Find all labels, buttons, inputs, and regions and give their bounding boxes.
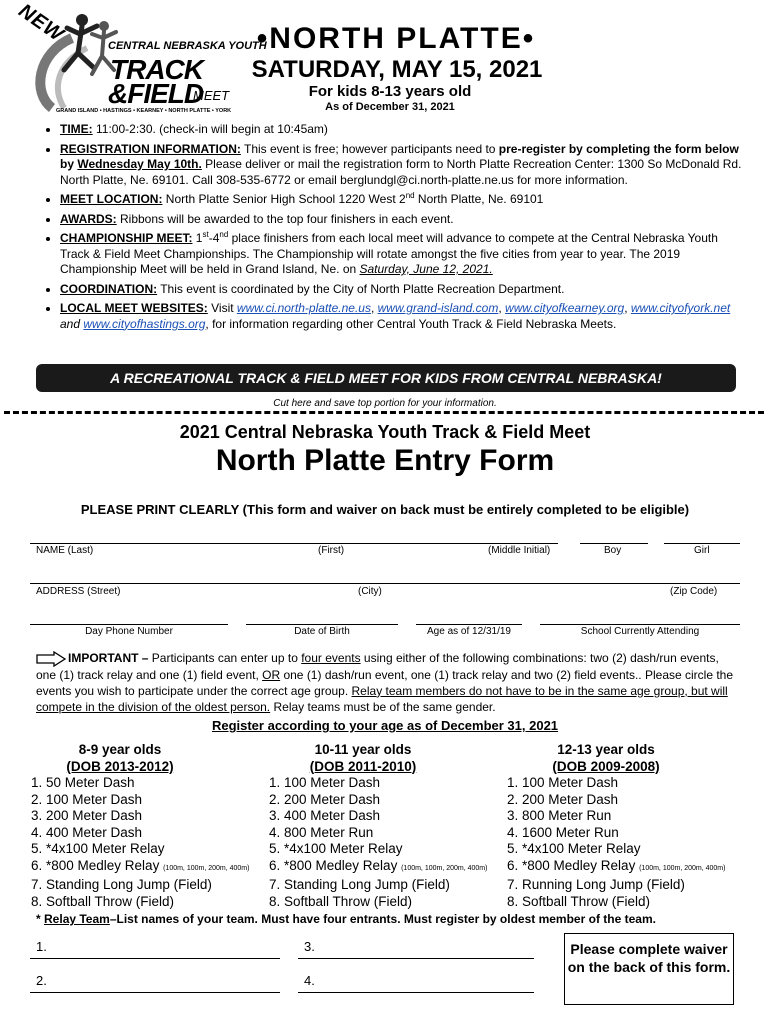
logo-text-meet: MEET <box>193 88 230 103</box>
link-kearney[interactable]: www.cityofkearney.org <box>505 301 625 315</box>
girl-label: Girl <box>694 545 710 556</box>
as-of-date: As of December 31, 2021 <box>325 101 455 113</box>
boy-field[interactable] <box>580 543 648 544</box>
waiver-box: Please complete waiver on the back of this form. <box>564 933 734 1005</box>
cut-line <box>4 411 764 414</box>
info-coordination: • COORDINATION: This event is coordinated by the City of North Platte Recreation Department. <box>60 282 748 298</box>
important-note: IMPORTANT – Participants can enter up to four events using either of the following combinations: two (2) dash/run events, one (1) track relay and one (1) field event, OR one (1) dash/run event, one (1) track relay and two (2) field events.. Please circle the events you wish to participate under the correct age group. Relay team members do not have to be in the same age group, but will compete in the division of the oldest person. Relay teams must be of the same gender. <box>36 651 734 714</box>
cut-note: Cut here and save top portion for your information. <box>273 398 497 409</box>
logo-cities: GRAND ISLAND • HASTINGS • KEARNEY • NORTH PLATTE • YORK <box>56 108 232 114</box>
logo-text-track: TRACK <box>110 54 203 85</box>
event-item[interactable]: 2. 100 Meter Dash <box>46 792 254 809</box>
event-item[interactable]: 8. Softball Throw (Field) <box>284 894 496 911</box>
school-field[interactable] <box>540 624 740 625</box>
event-item[interactable]: 7. Running Long Jump (Field) <box>522 877 758 894</box>
phone-label: Day Phone Number <box>85 626 173 637</box>
info-championship: • CHAMPIONSHIP MEET: 1st-4nd place finishers from each local meet will advance to compete at the Central Nebraska Youth Track & Field Meet Championships. The Championship will rotate amongst the five cities from year to year. The 2019 Championship Meet will be held in Grand Island, Ne. on Saturday, June 12, 2021. <box>60 231 748 278</box>
new-badge: NEW <box>14 0 68 47</box>
event-item[interactable]: 3. 800 Meter Run <box>522 808 758 825</box>
age-group-8-9: 8-9 year olds (DOB 2013-2012) 1. 50 Meter Dash 2. 100 Meter Dash 3. 200 Meter Dash 4. 400 Meter Dash 5. *4x100 Meter Relay 6. *800 Medley Relay (100m, 100m, 200m, 400m) 7. Standing Long Jump (Field) 8. Softball Throw (Field) <box>20 742 254 910</box>
banner: A RECREATIONAL TRACK & FIELD MEET FOR KIDS FROM CENTRAL NEBRASKA! <box>36 364 736 392</box>
city-label: (City) <box>358 586 382 597</box>
event-item[interactable]: 4. 800 Meter Run <box>284 825 496 842</box>
print-note: PLEASE PRINT CLEARLY (This form and waiver on back must be entirely completed to be eligible) <box>80 502 690 517</box>
event-item[interactable]: 4. 400 Meter Dash <box>46 825 254 842</box>
event-item[interactable]: 2. 200 Meter Dash <box>522 792 758 809</box>
event-item[interactable]: 8. Softball Throw (Field) <box>46 894 254 911</box>
logo-text-top: CENTRAL NEBRASKA YOUTH <box>108 40 267 52</box>
event-item[interactable]: 1. 100 Meter Dash <box>284 775 496 792</box>
form-year-title: 2021 Central Nebraska Youth Track & Field Meet <box>179 422 591 442</box>
name-last-label: NAME (Last) <box>36 545 94 556</box>
age-range: For kids 8-13 years old <box>308 83 472 100</box>
address-label: ADDRESS (Street) <box>36 586 121 597</box>
event-item[interactable]: 3. 400 Meter Dash <box>284 808 496 825</box>
phone-field[interactable] <box>30 624 228 625</box>
event-item[interactable]: 1. 100 Meter Dash <box>522 775 758 792</box>
girl-field[interactable] <box>664 543 740 544</box>
age-group-10-11: 10-11 year olds (DOB 2011-2010) 1. 100 Meter Dash 2. 200 Meter Dash 3. 400 Meter Dash 4. 800 Meter Run 5. *4x100 Meter Relay 6. *800 Medley Relay (100m, 100m, 200m, 400m) 7. Standing Long Jump (Field) 8. Softball Throw (Field) <box>258 742 496 910</box>
event-item[interactable]: 4. 1600 Meter Run <box>522 825 758 842</box>
age-group-12-13: 12-13 year olds (DOB 2009-2008) 1. 100 Meter Dash 2. 200 Meter Dash 3. 800 Meter Run 4. 1600 Meter Run 5. *4x100 Meter Relay 6. *800 Medley Relay (100m, 100m, 200m, 400m) 7. Running Long Jump (Field) 8. Softball Throw (Field) <box>496 742 758 910</box>
age-field[interactable] <box>416 624 522 625</box>
info-registration: • REGISTRATION INFORMATION: This event is free; however participants need to pre-register by completing the form below by Wednesday May 10th. Please deliver or mail the registration form to North Platte Recreation Center: 1300 So McDonald Rd. North Platte, Ne. 69101. Call 308-535-6772 or email berglundgl@ci.north-platte.ne.us for more information. <box>60 142 748 189</box>
relay-member-3[interactable]: 3. <box>298 938 534 959</box>
register-title: Register according to your age as of December 31, 2021 <box>211 718 559 733</box>
info-time: • TIME: 11:00-2:30. (check-in will begin at 10:45am) <box>60 122 748 138</box>
event-item[interactable]: 6. *800 Medley Relay (100m, 100m, 200m, 400m) <box>46 858 254 878</box>
link-north-platte[interactable]: www.ci.north-platte.ne.us <box>236 301 371 315</box>
relay-note: * Relay Team–List names of your team. Must have four entrants. Must register by oldest member of the team. <box>36 912 656 926</box>
link-hastings[interactable]: www.cityofhastings.org <box>83 316 206 331</box>
school-label: School Currently Attending <box>580 626 700 637</box>
event-item[interactable]: 1. 50 Meter Dash <box>46 775 254 792</box>
logo-text-field: &FIELD <box>108 78 204 109</box>
event-item[interactable]: 3. 200 Meter Dash <box>46 808 254 825</box>
event-item[interactable]: 8. Softball Throw (Field) <box>522 894 758 911</box>
boy-label: Boy <box>604 545 622 556</box>
info-location: • MEET LOCATION: North Platte Senior High School 1220 West 2nd North Platte, Ne. 69101 <box>60 192 748 208</box>
relay-member-1[interactable]: 1. <box>30 938 280 959</box>
form-title: North Platte Entry Form <box>215 444 555 477</box>
event-date: SATURDAY, MAY 15, 2021 <box>251 56 543 83</box>
info-section <box>32 122 748 336</box>
event-item[interactable]: 5. *4x100 Meter Relay <box>284 841 496 858</box>
relay-member-4[interactable]: 4. <box>298 972 534 993</box>
zip-label: (Zip Code) <box>670 586 718 597</box>
link-grand-island[interactable]: www.grand-island.com <box>377 301 499 315</box>
middle-label: (Middle Initial) <box>488 545 551 556</box>
link-york[interactable]: www.cityofyork.net <box>630 301 731 315</box>
address-field[interactable] <box>30 583 740 584</box>
name-field[interactable] <box>30 543 558 544</box>
age-label: Age as of 12/31/19 <box>427 626 511 637</box>
relay-member-2[interactable]: 2. <box>30 972 280 993</box>
dob-label: Date of Birth <box>294 626 350 637</box>
info-awards: • AWARDS: Ribbons will be awarded to the top four finishers in each event. <box>60 212 748 228</box>
event-item[interactable]: 7. Standing Long Jump (Field) <box>284 877 496 894</box>
dob-field[interactable] <box>246 624 398 625</box>
event-item[interactable]: 2. 200 Meter Dash <box>284 792 496 809</box>
event-item[interactable]: 5. *4x100 Meter Relay <box>46 841 254 858</box>
info-websites: • LOCAL MEET WEBSITES: Visit www.ci.north-platte.ne.us, www.grand-island.com, www.cityofkearney.org, www.cityofyork.net and www.cityofhastings.org, for information regarding other Central Youth Track & Field Nebraska Meets. <box>60 301 748 332</box>
first-label: (First) <box>318 545 345 556</box>
event-item[interactable]: 7. Standing Long Jump (Field) <box>46 877 254 894</box>
event-item[interactable]: 5. *4x100 Meter Relay <box>522 841 758 858</box>
event-item[interactable]: 6. *800 Medley Relay (100m, 100m, 200m, 400m) <box>284 858 496 878</box>
arrow-right-icon <box>36 651 66 667</box>
event-item[interactable]: 6. *800 Medley Relay (100m, 100m, 200m, 400m) <box>522 858 758 878</box>
page-title: •NORTH PLATTE• <box>256 22 536 55</box>
